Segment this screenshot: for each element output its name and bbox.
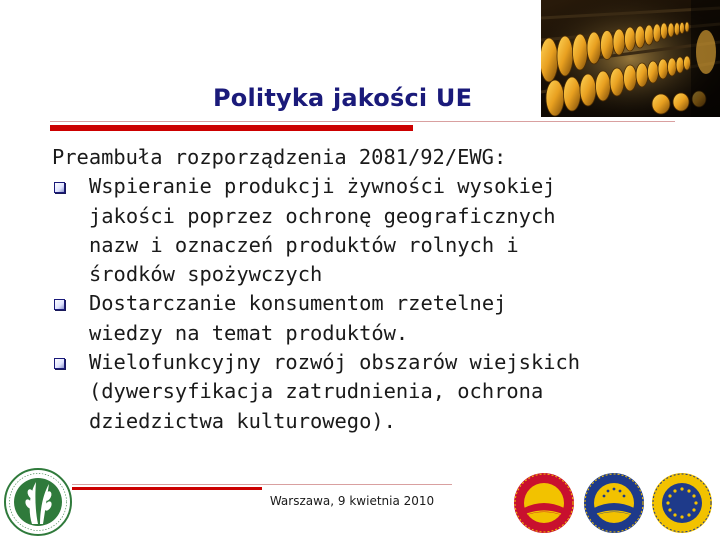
checkbox-bullet-icon — [54, 182, 65, 193]
ministry-emblem-logo — [2, 464, 74, 540]
ministry-wheat-icon — [2, 464, 74, 540]
bullet-item — [52, 348, 672, 436]
checkbox-bullet-icon — [54, 299, 65, 310]
bullet-line: (dywersyfikacja zatrudnienia, ochrona — [89, 379, 544, 404]
footer-date: Warszawa, 9 kwietnia 2010 — [269, 494, 435, 508]
slide-body — [52, 143, 672, 436]
bullet-line: wiedzy na temat produktów. — [89, 320, 409, 345]
slide-title: Polityka jakości UE — [213, 84, 473, 112]
eu-pgi-logo — [583, 472, 645, 534]
cheese-wheels-illustration — [541, 0, 720, 117]
eu-pgi-seal-icon — [583, 472, 645, 534]
bullet-item — [52, 172, 672, 289]
bullet-line: Dostarczanie konsumentom rzetelnej — [89, 291, 507, 316]
eu-pdo-logo — [513, 472, 575, 534]
bullet-list — [52, 172, 672, 436]
footer-divider-thin — [72, 484, 452, 485]
cheese-wheels-photo — [541, 0, 720, 117]
bullet-line: Wspieranie produkcji żywności wysokiej — [89, 174, 556, 199]
eu-tsg-seal-icon — [651, 472, 713, 534]
title-divider-thin — [50, 121, 675, 122]
bullet-item — [52, 289, 672, 348]
title-divider-accent — [50, 125, 413, 131]
eu-tsg-logo — [651, 472, 713, 534]
footer-divider-accent — [72, 487, 262, 490]
bullet-line: środków spożywczych — [89, 262, 323, 287]
preamble-text: Preambuła rozporządzenia 2081/92/EWG: — [52, 145, 507, 169]
bullet-line: dziedzictwa kulturowego). — [89, 408, 396, 433]
eu-pdo-seal-icon — [513, 472, 575, 534]
bullet-line: Wielofunkcyjny rozwój obszarów wiejskich — [89, 350, 581, 375]
bullet-line: jakości poprzez ochronę geograficznych — [89, 203, 556, 228]
checkbox-bullet-icon — [54, 358, 65, 369]
bullet-line: nazw i oznaczeń produktów rolnych i — [89, 232, 519, 257]
